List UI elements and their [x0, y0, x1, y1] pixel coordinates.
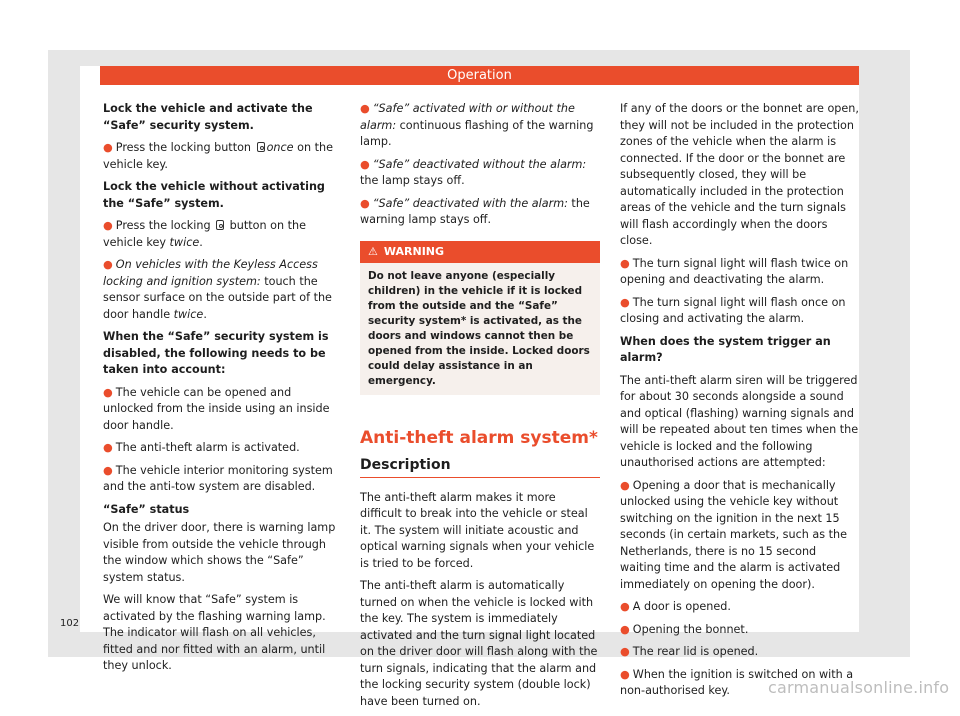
- bullet-rear-lid: ● The rear lid is opened.: [620, 645, 759, 658]
- warning-box: [360, 241, 600, 396]
- bullet-keyless: ● On vehicles with the Keyless Access locking and ignition system: touch the sensor surface on the outside part of the door handle twice.: [103, 258, 332, 321]
- column-2: [360, 101, 600, 716]
- lock-icon: [216, 220, 224, 230]
- bullet-ignition: ● When the ignition is switched on with a non-authorised key.: [620, 667, 854, 697]
- bullet-dot: ●: [620, 478, 630, 492]
- bullet-dot: ●: [360, 196, 370, 210]
- heading-when-disabled: When the “Safe” security system is disabled, the following needs to be taken into account:: [103, 330, 329, 376]
- subsection-title: Description: [360, 457, 600, 478]
- bullet-dot: ●: [103, 441, 113, 454]
- paragraph-alarm-intro: The anti-theft alarm makes it more difficult to break into the vehicle or steal it. The system will initiate acoustic and optical warning signals when your vehicle is tried to be forced.: [360, 490, 595, 570]
- bullet-bonnet: ● Opening the bonnet.: [620, 622, 749, 636]
- bullet-opened-inside: ● The vehicle can be opened and unlocked from the inside using an inside door handle.: [103, 385, 330, 432]
- warning-header: ⚠ WARNING: [360, 241, 600, 264]
- paragraph-siren: The anti-theft alarm siren will be triggered for about 30 seconds alongside a sound and optical (flashing) warning signals and will be repeated about ten times when the vehicle is locked and the following unauthorised actions are attempted:: [620, 373, 859, 469]
- column-3: [620, 101, 860, 706]
- warning-text: Do not leave anyone (especially children) in the vehicle if it is locked from the outside and the “Safe” security system* is activated, as the doors and windows cannot then be opened from the inside. Locked doors could delay assistance in an emergency.: [368, 270, 590, 387]
- bullet-safe-deactivated-alarm: ● “Safe” deactivated with the alarm: the warning lamp stays off.: [360, 196, 590, 226]
- heading-lock-safe: Lock the vehicle and activate the “Safe” security system.: [103, 102, 313, 132]
- watermark: carmanualsonline.info: [768, 678, 950, 697]
- bullet-door-mechanical: ● Opening a door that is mechanically unlocked using the vehicle key without switching on the ignition in the next 15 seconds (in certain markets, such as the Netherlands, there is no 15 second waiting time and the alarm is activated immediately on opening the door).: [620, 478, 847, 591]
- bullet-alarm-activated: ● The anti-theft alarm is activated.: [103, 441, 300, 454]
- section-header: Operation: [100, 66, 859, 85]
- section-title: Anti-theft alarm system*: [360, 428, 598, 448]
- bullet-dot: ●: [103, 141, 113, 154]
- bullet-press-once: ● Press the locking button once on the vehicle key.: [103, 141, 333, 171]
- page-number: 102: [60, 618, 80, 629]
- paragraph-flashing-lamp: We will know that “Safe” system is activated by the flashing warning lamp. The indicator will flash on all vehicles, fitted and nor fitted with an alarm, until they unlock.: [103, 593, 326, 672]
- bullet-dot: ●: [620, 622, 630, 636]
- bullet-dot: ●: [103, 258, 113, 271]
- bullet-dot: ●: [360, 157, 370, 171]
- bullet-flash-twice: ● The turn signal light will flash twice on opening and deactivating the alarm.: [620, 256, 849, 286]
- bullet-safe-deactivated-no-alarm: ● “Safe” deactivated without the alarm: the lamp stays off.: [360, 157, 587, 187]
- paragraph-open-doors: If any of the doors or the bonnet are open, they will not be included in the protection zones of the vehicle when the alarm is connected. If the door or the bonnet are subsequently closed, they will be automatically included in the protection areas of the vehicle and the turn signals will flash accordingly when the doors close.: [620, 102, 859, 247]
- bullet-safe-activated: ● “Safe” activated with or without the alarm: continuous flashing of the warning lamp.: [360, 102, 594, 148]
- bullet-dot: ●: [620, 256, 630, 270]
- bullet-door-opened: ● A door is opened.: [620, 600, 731, 613]
- lock-icon: [257, 142, 265, 152]
- bullet-dot: ●: [620, 645, 630, 658]
- bullet-dot: ●: [360, 102, 370, 115]
- warning-triangle-icon: ⚠: [368, 244, 378, 258]
- bullet-flash-once: ● The turn signal light will flash once on closing and activating the alarm.: [620, 295, 846, 325]
- bullet-dot: ●: [620, 667, 630, 681]
- bullet-dot: ●: [103, 463, 113, 477]
- heading-safe-status: “Safe” status: [103, 502, 190, 516]
- bullet-press-twice: ● Press the locking button on the vehicle key twice.: [103, 219, 306, 249]
- bullet-dot: ●: [620, 600, 630, 613]
- bullet-dot: ●: [103, 219, 113, 232]
- heading-alarm-trigger: When does the system trigger an alarm?: [620, 334, 831, 364]
- paragraph-alarm-auto: The anti-theft alarm is automatically turned on when the vehicle is locked with the key. The system is immediately activated and the turn signal light located on the driver door will flash along with the turn signals, indicating that the alarm and the locking security system (double lock) have been turned on.: [360, 579, 598, 708]
- bullet-dot: ●: [103, 385, 113, 399]
- paragraph-warning-lamp: On the driver door, there is warning lamp visible from outside the vehicle through the window which shows the “Safe” system status.: [103, 521, 336, 584]
- heading-lock-no-safe: Lock the vehicle without activating the “Safe” system.: [103, 180, 325, 210]
- bullet-monitoring-disabled: ● The vehicle interior monitoring system and the anti-tow system are disabled.: [103, 463, 333, 493]
- column-1: [103, 101, 343, 681]
- bullet-dot: ●: [620, 295, 630, 309]
